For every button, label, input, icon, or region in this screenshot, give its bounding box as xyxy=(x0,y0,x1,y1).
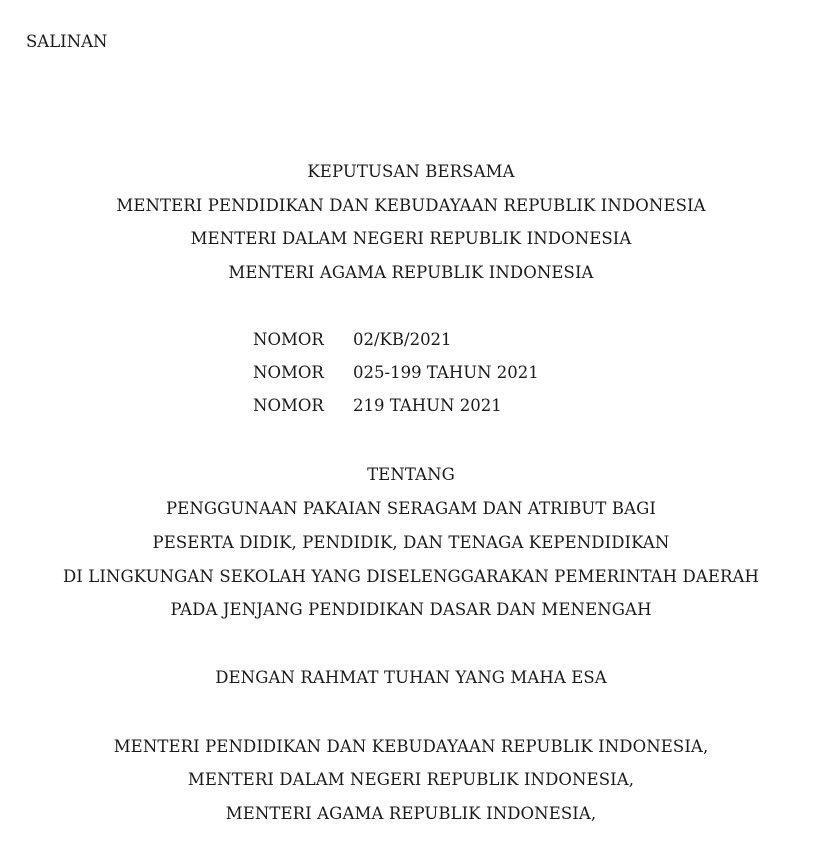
salinan-label: SALINAN xyxy=(26,32,108,51)
tentang-line: PENGGUNAAN PAKAIAN SERAGAM DAN ATRIBUT BAGI xyxy=(165,499,657,518)
nomor-label: NOMOR xyxy=(253,363,324,382)
nomor-row xyxy=(253,396,539,429)
minister-line: MENTERI DALAM NEGERI REPUBLIK INDONESIA xyxy=(190,229,632,248)
nomor-value: 02/KB/2021 xyxy=(353,330,452,349)
minister-line: MENTERI PENDIDIKAN DAN KEBUDAYAAN REPUBLIK INDONESIA xyxy=(116,196,706,215)
tentang-line: PADA JENJANG PENDIDIKAN DASAR DAN MENENGAH xyxy=(170,600,652,619)
closing-minister-line: MENTERI PENDIDIKAN DAN KEBUDAYAAN REPUBLIK INDONESIA, xyxy=(113,737,709,756)
closing-minister-line: MENTERI AGAMA REPUBLIK INDONESIA, xyxy=(225,804,597,823)
tentang-heading: TENTANG xyxy=(367,465,455,484)
nomor-value: 025-199 TAHUN 2021 xyxy=(353,363,539,382)
closing-minister-line: MENTERI DALAM NEGERI REPUBLIK INDONESIA, xyxy=(187,770,635,789)
nomor-row xyxy=(253,363,539,396)
rahmat-line: DENGAN RAHMAT TUHAN YANG MAHA ESA xyxy=(215,668,607,687)
nomor-label: NOMOR xyxy=(253,396,324,415)
tentang-line: PESERTA DIDIK, PENDIDIK, DAN TENAGA KEPENDIDIKAN xyxy=(152,533,670,552)
nomor-block xyxy=(253,330,539,429)
nomor-row xyxy=(253,330,539,363)
nomor-label: NOMOR xyxy=(253,330,324,349)
tentang-line: DI LINGKUNGAN SEKOLAH YANG DISELENGGARAKAN PEMERINTAH DAERAH xyxy=(62,567,760,586)
minister-line: MENTERI AGAMA REPUBLIK INDONESIA xyxy=(228,263,594,282)
decree-title: KEPUTUSAN BERSAMA xyxy=(307,162,515,181)
nomor-value: 219 TAHUN 2021 xyxy=(353,396,502,415)
